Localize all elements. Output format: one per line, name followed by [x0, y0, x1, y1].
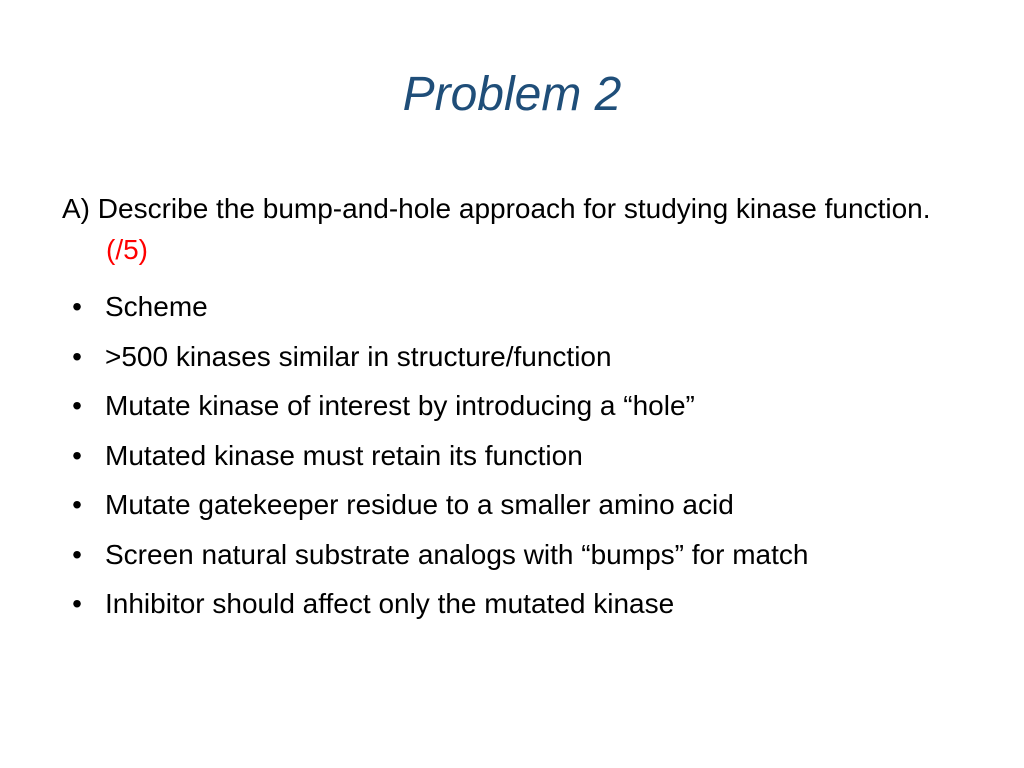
list-item	[62, 534, 962, 584]
bullet-text: Screen natural substrate analogs with “bumps” for match	[105, 538, 809, 570]
bullet-text: Scheme	[105, 291, 208, 322]
question-text-wrapper	[62, 188, 942, 270]
list-item	[62, 286, 962, 336]
bullet-text: Mutate kinase of interest by introducing a “hole”	[105, 390, 695, 421]
question	[62, 188, 942, 270]
bullet-text: Mutate gatekeeper residue to a smaller amino acid	[105, 489, 734, 520]
bullet-text: Inhibitor should affect only the mutated kinase	[105, 588, 675, 619]
list-item	[62, 435, 962, 485]
bullet-icon: •	[72, 390, 82, 421]
list-item	[62, 336, 962, 386]
bullet-icon: •	[72, 588, 82, 619]
list-item	[62, 385, 962, 435]
slide-title: Problem 2	[402, 68, 622, 121]
bullet-icon: •	[72, 340, 82, 372]
bullet-icon: •	[72, 489, 82, 520]
list-item	[62, 484, 962, 534]
question-text: A) Describe the bump-and-hole approach for studying kinase function.	[62, 193, 931, 224]
question-points: (/5)	[106, 234, 148, 265]
bullet-list	[62, 286, 962, 633]
bullet-text: >500 kinases similar in structure/function	[105, 340, 612, 372]
bullet-icon: •	[72, 439, 82, 471]
bullet-icon: •	[72, 538, 82, 570]
list-item	[62, 583, 962, 633]
bullet-text: Mutated kinase must retain its function	[105, 439, 583, 471]
bullet-icon: •	[72, 291, 82, 322]
